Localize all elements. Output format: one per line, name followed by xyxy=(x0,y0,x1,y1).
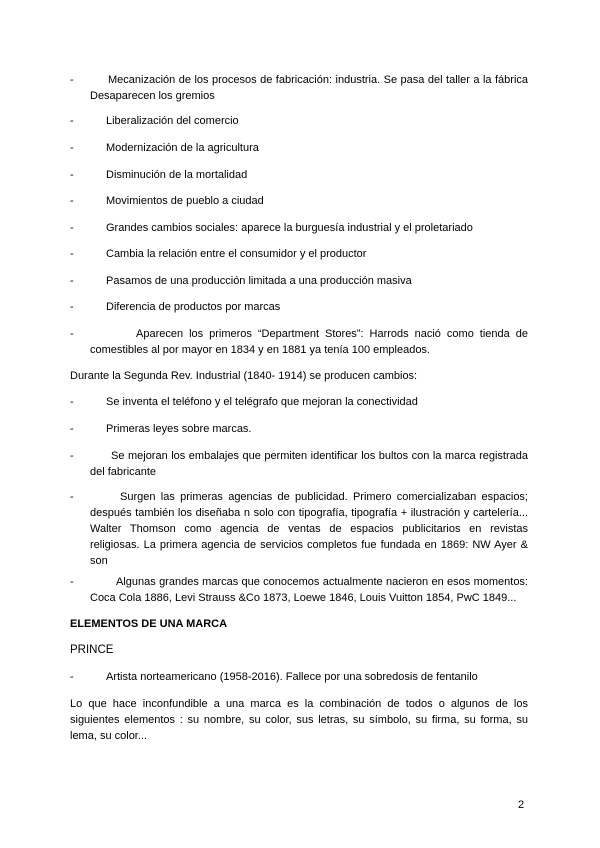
list-item: - Diferencia de productos por marcas xyxy=(70,301,281,313)
list-item: - Artista norteamericano (1958-2016). Fallece por una sobredosis de fentanilo xyxy=(70,671,478,683)
list-item: - Liberalización del comercio xyxy=(70,115,239,127)
paragraph: Durante la Segunda Rev. Industrial (1840- 1914) se producen cambios: xyxy=(70,370,418,382)
list-item: - Pasamos de una producción limitada a una producción masiva xyxy=(70,275,412,287)
list-item: - Mecanización de los procesos de fabricación: industria. Se pasa del taller a la fábrica Desaparecen los gremios xyxy=(70,74,528,102)
list-item: - Se inventa el teléfono y el telégrafo que mejoran la conectividad xyxy=(70,396,418,408)
list-item: - Aparecen los primeros “Department Stores”: Harrods nació como tienda de comestibles al por mayor en 1834 y en 1881 ya tenía 100 empleados. xyxy=(70,328,528,356)
paragraph: Lo que hace inconfundible a una marca es la combinación de todos o algunos de los siguientes elementos : su nombre, su color, sus letras, su símbolo, su firma, su forma, su lema, su color... xyxy=(70,698,528,742)
list-item: - Movimientos de pueblo a ciudad xyxy=(70,195,264,207)
section-subheading: PRINCE xyxy=(70,644,114,656)
list-item: - Modernización de la agricultura xyxy=(70,142,259,154)
list-item: - Cambia la relación entre el consumidor y el productor xyxy=(70,248,367,260)
list-item: - Algunas grandes marcas que conocemos actualmente nacieron en esos momentos: Coca Cola 1886, Levi Strauss &Co 1873, Loewe 1846, Louis Vuitton 1854, PwC 1849... xyxy=(70,576,528,604)
list-item: - Disminución de la mortalidad xyxy=(70,169,248,181)
bullet-dash: - xyxy=(70,74,74,86)
list-item: - Primeras leyes sobre marcas. xyxy=(70,423,252,435)
list-item: - Surgen las primeras agencias de publicidad. Primero comercializaban espacios; después también los diseñaba n solo con tipografía, tipografía + ilustración y cartelería... Walter Thomson como agencia de ventas de espacios publicitarios en revistas religiosas. La primera agencia de servicios completos fue fundada en 1869: NW Ayer & son xyxy=(70,491,528,567)
page-number: 2 xyxy=(518,799,525,811)
list-item: - Grandes cambios sociales: aparece la burguesía industrial y el proletariado xyxy=(70,222,473,234)
list-item: - Se mejoran los embalajes que permiten identificar los bultos con la marca registrada del fabricante xyxy=(70,450,528,478)
section-heading: ELEMENTOS DE UNA MARCA xyxy=(70,618,228,630)
